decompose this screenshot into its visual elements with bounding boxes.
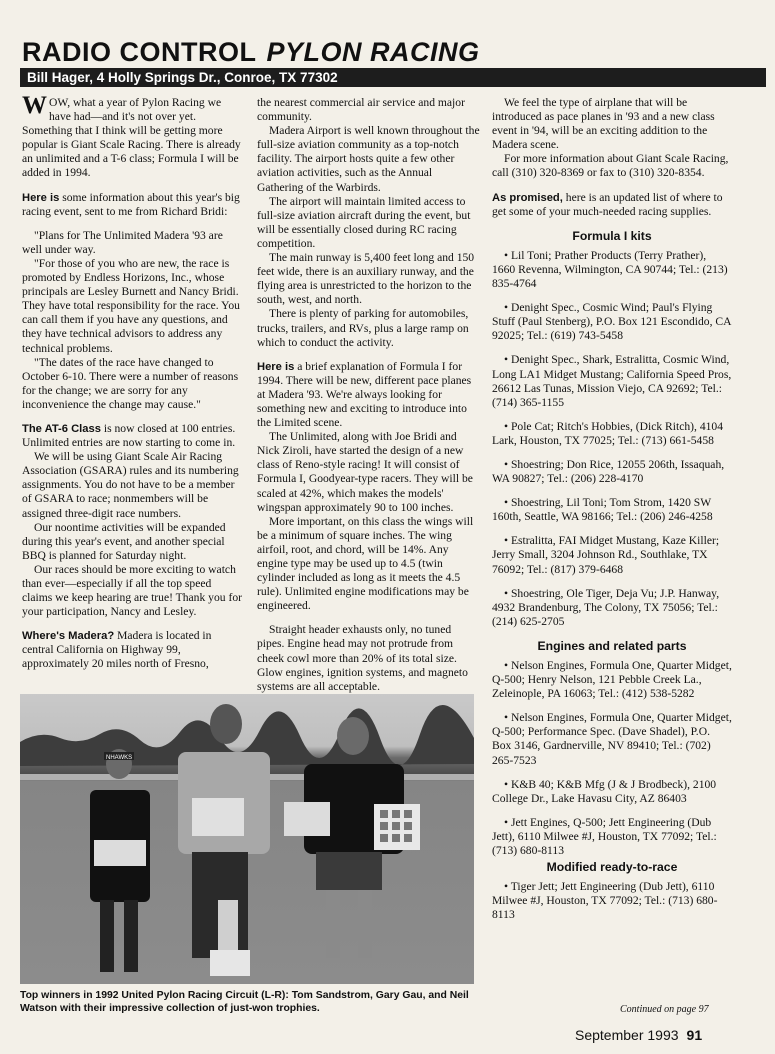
supplier-entry: • Tiger Jett; Jett Engineering (Dub Jett), 6110 Milwee #J, Houston, TX 77092; Tel.: (713) 680-8113 [492, 880, 718, 922]
photo-illustration [20, 694, 474, 984]
paragraph [22, 191, 244, 219]
supplier-entry: • Lil Toni; Prather Products (Terry Prather), 1660 Revenna, Wilmington, CA 90744; Tel.: (213) 835-4764 [492, 248, 728, 291]
paragraph [492, 191, 732, 219]
paragraph-text: Madera is located in central California on Highway 99, approximately 20 miles north of Fresno, [22, 629, 212, 671]
page-title [22, 37, 480, 67]
paragraph: "The dates of the race have changed to October 6-10. There were a number of reasons for the change; we are sorry for any inconvenience the change may cause." [22, 355, 239, 411]
run-in-head: Where's Madera? [22, 630, 115, 643]
page-number: 91 [686, 1027, 703, 1043]
paragraph: The main runway is 5,400 feet long and 150 feet wide, there is an auxiliary runway, and the flying area is unrestricted to the horizon to the south, west, and north. [257, 251, 475, 307]
section-heading-formula-kits: Formula I kits [572, 228, 652, 243]
paragraph-text: here is an updated list of where to get some of your much-needed racing supplies. [492, 190, 723, 218]
supplier-entry: • Denight Spec., Cosmic Wind; Paul's Flying Stuff (Paul Stenberg), P.O. Box 121 Escondido, CA 92025; Tel.: (619) 743-5458 [492, 301, 731, 343]
supplier-entry: • K&B 40; K&B Mfg (J & J Brodbeck), 2100 College Dr., Lake Havasu City, AZ 86403 [492, 777, 717, 805]
run-in-head: Here is [257, 360, 295, 373]
column-1 [22, 92, 244, 672]
paragraph: "Plans for The Unlimited Madera '93 are well under way. [22, 228, 223, 256]
paragraph-text: some information about this year's big racing event, sent to me from Richard Bridi: [22, 190, 240, 218]
run-in-head: As promised, [492, 191, 563, 204]
title-sub: PYLON RACING [266, 37, 480, 67]
photo-caption: Top winners in 1992 United Pylon Racing Circuit (L-R): Tom Sandstrom, Gary Gau, and Neil Watson with their impressive collection of just-won trophies. [20, 990, 469, 1014]
supplier-entry: • Estralitta, FAI Midget Mustang, Kaze Killer; Jerry Small, 3204 Johnson Rd., Southlake, TX 76092; Tel.: (817) 379-6468 [492, 534, 720, 576]
paragraph: Madera Airport is well known throughout the full-size aviation community as a top-notch facility. The airport hosts quite a few other aviation activities, such as the Annual Gathering of the Warbirds. [257, 124, 480, 194]
section-heading-engines: Engines and related parts [537, 638, 687, 653]
byline-bar: Bill Hager, 4 Holly Springs Dr., Conroe, TX 77302 [20, 68, 766, 87]
paragraph [22, 92, 244, 181]
paragraph-text: is now closed at 100 entries. Unlimited entries are now starting to come in. [22, 421, 236, 450]
paragraph: "For those of you who are new, the race is promoted by Endless Horizons, Inc., whose principals are Lesley Burnett and Nancy Bridi. They have total responsibility for the race. You can call them if you have any questions, and they have technical advisors to address any technical problems. [22, 256, 240, 355]
supplier-entry: • Denight Spec., Shark, Estralitta, Cosmic Wind, Long LA1 Midget Mustang; California Speed Pros, 26612 Las Tunas, Mission Viejo, CA 92692; Tel.: (714) 365-1155 [492, 353, 732, 409]
title-main: RADIO CONTROL [22, 37, 257, 67]
paragraph: Our races should be more exciting to watch than ever—especially if all the top speed claims we keep hearing are true! Thank you for your participation, Nancy and Lesley. [22, 562, 242, 619]
paragraph: For more information about Giant Scale Racing, call (310) 320-8369 or fax to (310) 320-8354. [492, 152, 729, 180]
supplier-entry: • Nelson Engines, Formula One, Quarter Midget, Q-500; Performance Spec. (Dave Shadel), P.O. Box 3146, Gardnerville, NV 89410; Tel.: (702) 265-7523 [492, 711, 732, 767]
supplier-entry: • Shoestring; Don Rice, 12055 206th, Issaquah, WA 90827; Tel.: (206) 228-4170 [492, 457, 725, 486]
supplier-entry: • Pole Cat; Ritch's Hobbies, (Dick Ritch), 4104 Lark, Houston, TX 77025; Tel.: (713) 661-5458 [492, 419, 724, 447]
column-3 [492, 96, 732, 933]
paragraph: The Unlimited, along with Joe Bridi and Nick Ziroli, have started the design of a new class of Reno-style racing! It will consist of Formula I, Goodyear-type racers. They will be scaled at 42%, which makes the models' wingspan approximately 90 to 100 inches. [257, 430, 473, 514]
paragraph: We feel the type of airplane that will be introduced as pace planes in '93 and a new class event in '94, will be an exciting addition to the Madera scene. [492, 96, 715, 152]
paragraph: We will be using Giant Scale Air Racing Association (GSARA) rules and its numbering assignments. You do not have to be a member of GSARA to race; nonmembers will be assigned three-digit race numbers. [22, 450, 239, 520]
paragraph: the nearest commercial air service and major community. [257, 96, 465, 124]
run-in-head: Here is [22, 191, 60, 204]
paragraph-text: a brief explanation of Formula I for 1994. There will be new, different pace planes at Madera '93. We're always looking for something new and exciting to introduce into the Limited scene. [257, 359, 472, 430]
page-footer [575, 1027, 702, 1043]
supplier-entry: • Nelson Engines, Formula One, Quarter Midget, Q-500; Henry Nelson, 121 Pebble Creek La., Zeleinople, PA 16063; Tel.: (412) 538-5282 [492, 659, 732, 701]
supplier-entry: • Jett Engines, Q-500; Jett Engineering (Dub Jett), 6110 Milwee #J, Houston, TX 77092; Tel.: (713) 680-8113 [492, 815, 717, 858]
section-heading-ready-to-race: Modified ready-to-race [546, 860, 678, 875]
column-2 [257, 96, 481, 694]
paragraph: More important, on this class the wings will be a minimum of square inches. The wing airfoil, root, and chord, will be 14%. Any engine type may be used up to 4.5 (twin cylinder included as long as it meets the 4.5 rule). Unlimited engine modifications may be engineered. [257, 514, 474, 613]
supplier-entry: • Shoestring, Ole Tiger, Deja Vu; J.P. Hanway, 4932 Brandenburg, The Colony, TX 75056; Tel.: (214) 625-2705 [492, 586, 720, 628]
paragraph [22, 422, 244, 450]
paragraph-text: OW, what a year of Pylon Racing we have had—and it's not over yet. Something that I think will be getting more popular is Giant Scale Racing. There is already an unlimited and a T-6 class; Formula I will be added in 1994. [22, 96, 241, 180]
winners-photo [20, 694, 474, 984]
paragraph: Our noontime activities will be expanded during this year's event, and another special BBQ is planned for Saturday night. [22, 520, 226, 562]
paragraph [22, 629, 244, 671]
paragraph [257, 360, 481, 430]
run-in-head: The AT-6 Class [22, 422, 101, 435]
issue-date: September 1993 [575, 1027, 679, 1043]
supplier-entry: • Shoestring, Lil Toni; Tom Strom, 1420 SW 160th, Seattle, WA 98166; Tel.: (206) 246-4258 [492, 496, 713, 524]
continued-note: Continued on page 97 [620, 1004, 709, 1015]
cap-badge-text: NHAWKS [106, 755, 133, 761]
paragraph: Straight header exhausts only, no tuned pipes. Engine head may not protrude from cheek cowl more than 20% of its total size. Glow engines, ignition systems, and magneto systems are all acceptable. [257, 623, 468, 693]
paragraph: There is plenty of parking for automobiles, trucks, trailers, and RVs, plus a large ramp on which to conduct the activity. [257, 307, 469, 349]
paragraph: The airport will maintain limited access to full-size aviation aircraft during the event, but will be essentially closed during RC racing competition. [257, 194, 471, 250]
drop-cap: W [22, 92, 47, 119]
